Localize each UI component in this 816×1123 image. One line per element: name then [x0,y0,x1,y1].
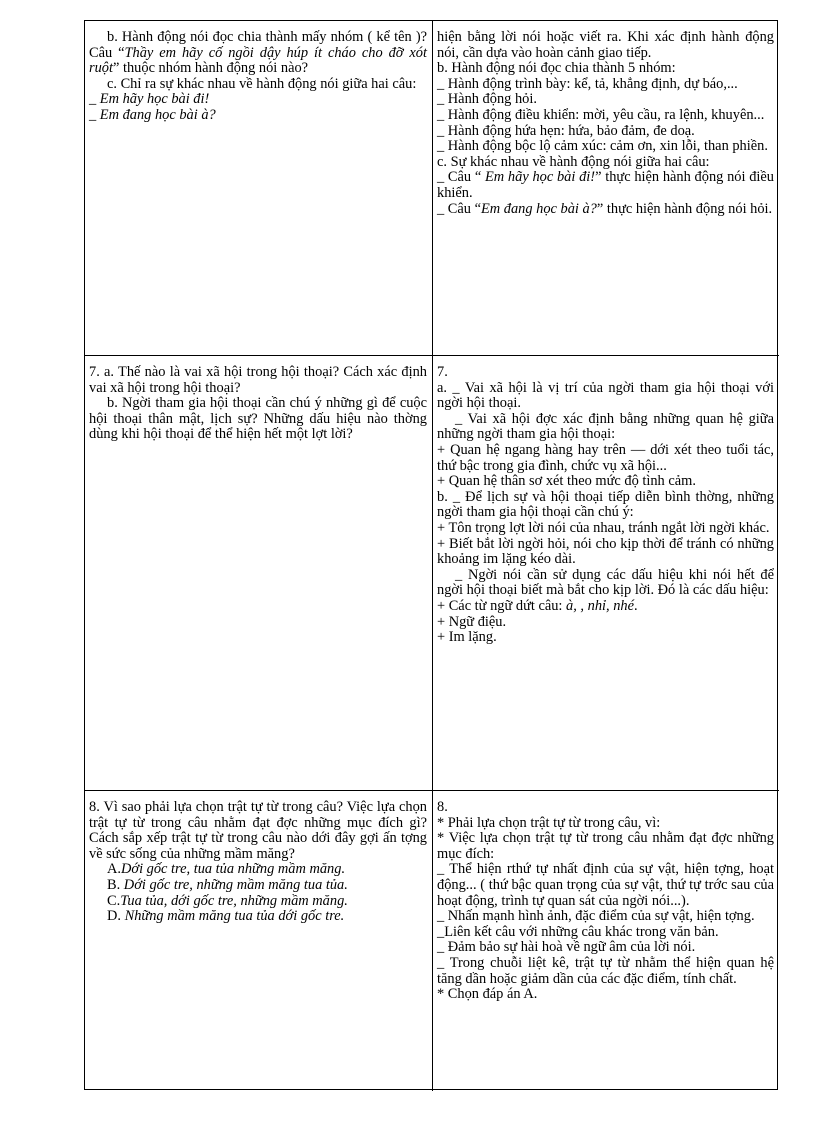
text-run: D. [107,908,125,925]
text-run: + Im lặng. [437,629,497,646]
text-run: _ Thể hiện rthứ tự nhất định của sự vật, hiện tợng, hoạt động... ( thứ bậc quan trọng của sự vật, thứ tự trớc sau của hoạt động, trình tự quan sát của ngời nói...). [437,861,774,909]
paragraph [437,615,774,631]
italic-text: Dới gốc tre, những mầm măng tua tủa. [123,876,348,893]
paragraph [437,987,774,1003]
paragraph [89,77,427,93]
text-run: 8. Vì sao phải lựa chọn trật tự từ trong câu? Việc lựa chọn trật tự từ trong câu nhằm đạt đợc những mục đích gì? Cách sắp xếp trật tự từ trong câu nào dới đây gợi ấn tợng về sức sống của những mầm măng? [89,799,427,862]
paragraph [437,381,774,412]
text-run: . [633,597,638,614]
text-run: a. _ Vai xã hội là vị trí của ngời tham gia hội thoại với ngời hội thoại. [437,379,774,412]
paragraph [437,30,774,61]
text-run: _ Hành động hỏi. [437,91,537,108]
text-run: _ Nhấn mạnh hình ảnh, đặc điểm của sự vật, hiện tợng. [437,908,755,925]
text-run: + Biết bắt lời ngời hỏi, nói cho kịp thời để tránh có những khoảng im lặng kéo dài. [437,535,774,568]
text-run: C. [107,892,121,909]
text-run: _Liên kết câu với những câu khác trong văn bản. [437,923,719,940]
text-run: B. [107,876,124,893]
text-run: _ Hành động điều khiển: mời, yêu cầu, ra lệnh, khuyên... [437,106,765,123]
paragraph [437,139,774,155]
paragraph [437,92,774,108]
text-run: ” thực hiện hành động nói hỏi. [596,200,773,217]
text-run: 7. a. Thế nào là vai xã hội trong hội thoại? Cách xác định vai xã hội trong hội thoại? [89,364,427,396]
paragraph [437,412,774,443]
text-run: _ Đảm bảo sự hài hoà về ngữ âm của lời nói. [437,939,696,956]
italic-text: Thầy em hãy cố ngồi dậy húp ít cháo cho đỡ xót ruột [89,44,427,77]
paragraph [437,909,774,925]
text-run: * Việc lựa chọn trật tự từ trong câu nhằm đạt đợc những mục đích: [437,830,774,862]
answer-cell-1 [433,21,779,356]
italic-text: _ Em đang học bài à? [89,106,216,123]
paragraph [437,155,774,171]
italic-text: Em hãy học bài đi! [485,169,596,186]
paragraph [89,862,427,878]
answer-cell-3 [433,791,779,1091]
text-run: A. [107,861,121,878]
paragraph [437,816,774,832]
paragraph [437,443,774,474]
text-run: _ Hành động hứa hẹn: hứa, bảo đảm, đe doạ. [437,122,695,139]
text-run: _ Câu “ [437,200,481,217]
paragraph [437,599,774,615]
paragraph [437,831,774,862]
italic-text: Em đang học bài à? [480,200,597,217]
paragraph [89,878,427,894]
paragraph [437,568,774,599]
text-run: + Ngữ điệu. [437,613,507,630]
paragraph [89,92,427,108]
paragraph [437,800,774,816]
answer-cell-2 [433,356,779,791]
paragraph [437,202,774,218]
paragraph [89,894,427,910]
text-run: + Quan hệ thân sơ xét theo mức độ tình cảm. [437,473,696,490]
text-run: + Các từ ngữ dứt câu: [437,597,567,614]
paragraph [437,862,774,909]
paragraph [89,108,427,124]
text-run: ” thuộc nhóm hành động nói nào? [113,60,309,77]
text-run: _ Vai xã hội đợc xác định bằng những quan hệ giữa những ngời tham gia hội thoại: [437,410,774,443]
paragraph [437,108,774,124]
italic-text: Dới gốc tre, tua tủa những mầm măng. [121,861,346,878]
paragraph [437,925,774,941]
paragraph [89,396,427,443]
text-run: _ Hành động trình bày: kể, tả, khẳng định, dự báo,... [437,75,738,92]
text-run: ” thực hiện hành động nói điều khiển. [437,169,774,201]
text-run: c. Sự khác nhau về hành động nói giữa hai câu: [437,153,710,170]
text-run: 7. [437,364,448,380]
italic-text: à, , nhỉ, nhé [566,597,634,614]
italic-text: Những mầm măng tua tủa dới gốc tre. [124,908,345,925]
text-run: b. Hành động nói đọc chia thành 5 nhóm: [437,60,676,77]
text-run: * Chọn đáp án A. [437,986,538,1003]
paragraph [437,630,774,646]
paragraph [437,365,774,381]
italic-text: _ Em hãy học bài đi! [89,91,210,108]
text-run: c. Chỉ ra sự khác nhau về hành động nói giữa hai câu: [107,75,417,92]
text-run: 8. [437,799,448,815]
paragraph [437,77,774,93]
text-run: _ Hành động bộc lộ cảm xúc: cảm ơn, xin lỗi, than phiền. [437,138,768,155]
paragraph [437,956,774,987]
paragraph [89,365,427,396]
text-run: + Quan hệ ngang hàng hay trên — dới xét theo tuổi tác, thứ bậc trong gia đình, chức vụ xã hội... [437,441,774,474]
text-run: + Tôn trọng lợt lời nói của nhau, tránh ngắt lời ngời khác. [437,519,770,536]
text-run: _ Ngời nói cần sử dụng các dấu hiệu khi nói hết để ngời hội thoại biết mà bắt cho kịp lời. Đó là các dấu hiệu: [437,566,774,599]
paragraph [437,61,774,77]
paragraph [437,124,774,140]
paragraph [437,521,774,537]
text-run: b. _ Để lịch sự và hội thoại tiếp diễn bình thờng, những ngời tham gia hội thoại cần chú ý: [437,488,774,521]
paragraph [437,940,774,956]
text-run: _ Câu “ [437,169,485,186]
paragraph [437,537,774,568]
qa-table [84,20,778,1090]
paragraph [437,474,774,490]
text-run: * Phải lựa chọn trật tự từ trong câu, vì: [437,814,661,831]
question-cell-1 [85,21,433,356]
question-cell-3 [85,791,433,1091]
question-cell-2 [85,356,433,791]
paragraph [437,170,774,201]
italic-text: Tua tủa, dới gốc tre, những mầm măng. [120,892,348,909]
paragraph [89,800,427,862]
paragraph [89,30,427,77]
paragraph [89,909,427,925]
text-run: b. Hành động nói đọc chia thành mấy nhóm ( kể tên )? Câu “ [89,29,427,61]
text-run: _ Trong chuỗi liệt kê, trật tự từ nhằm thể hiện quan hệ tăng dần hoặc giảm dần của các đặc điểm, tính chất. [437,954,774,987]
text-run: hiện bằng lời nói hoặc viết ra. Khi xác định hành động nói, cần dựa vào hoàn cảnh giao tiếp. [437,29,774,61]
paragraph [437,490,774,521]
text-run: b. Ngời tham gia hội thoại cần chú ý những gì để cuộc hội thoại thân mật, lịch sự? Những dấu hiệu nào thờng dùng khi hội thoại để thể hiện hết một lợt lời? [89,395,427,443]
